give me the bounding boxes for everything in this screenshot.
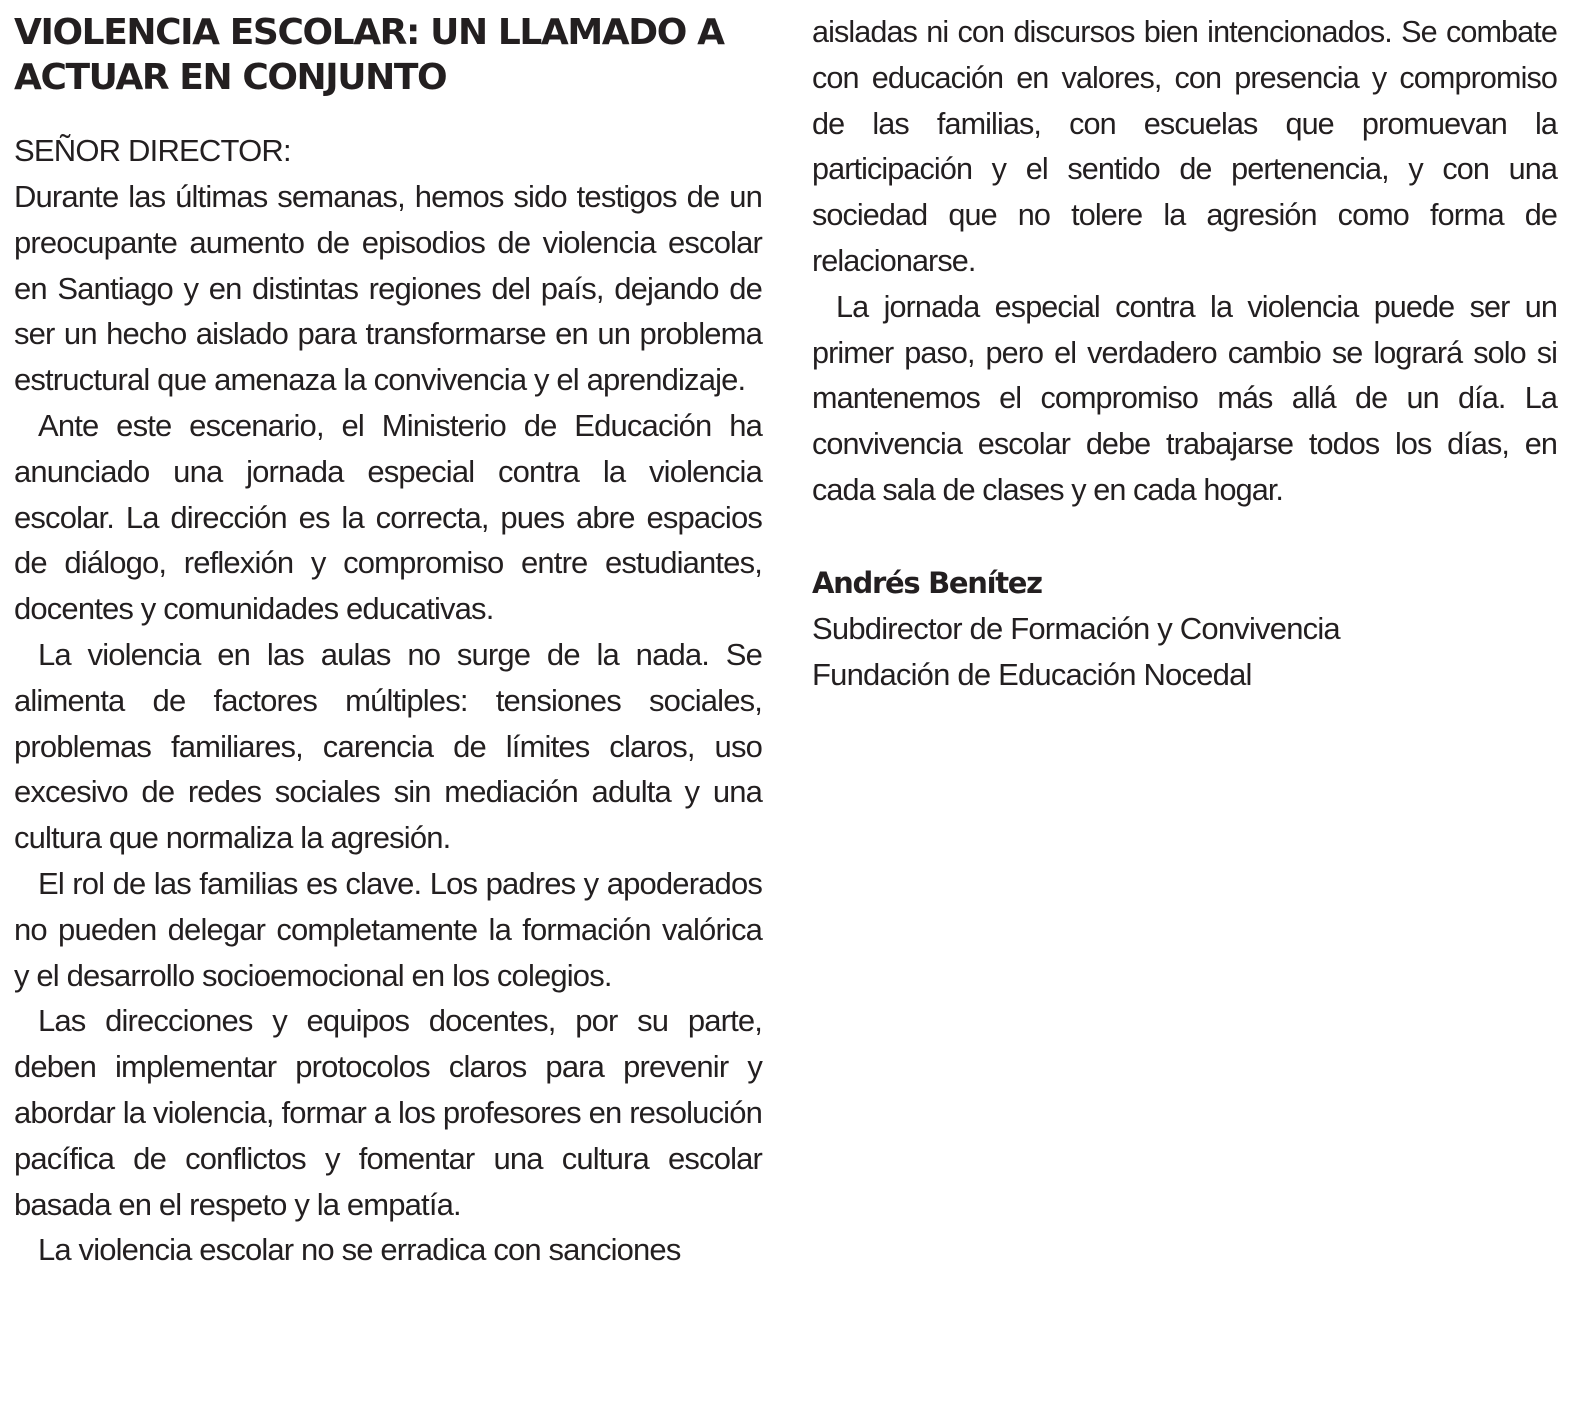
left-column [14, 10, 762, 1273]
letter-body-right [812, 10, 1557, 514]
paragraph-eradication-start: La violencia escolar no se erradica con sanciones [38, 1232, 681, 1268]
paragraph-families: El rol de las familias es clave. Los padres y apoderados no pueden delegar completamente la formación valórica y el desarrollo socioemocional en los colegios. [14, 865, 762, 993]
letter-signature [812, 560, 1557, 698]
paragraph-conclusion: La jornada especial contra la violencia puede ser un primer paso, pero el verdadero cambio se logrará solo si mantenemos el compromiso más allá de un día. La convivencia escolar debe trabajarse todos los días, en cada sala de clases y en cada hogar. [812, 289, 1557, 507]
right-column [812, 10, 1557, 698]
paragraph-schools: Las direcciones y equipos docentes, por su parte, deben implementar protocolos claros para prevenir y abordar la violencia, formar a los profesores en resolución pacífica de conflictos y fomentar una cultura escolar basada en el respeto y la empatía. [14, 1003, 762, 1222]
paragraph-causes: La violencia en las aulas no surge de la nada. Se alimenta de factores múltiples: tensiones sociales, problemas familiares, carencia de límites claros, uso excesivo de redes sociales sin mediación adulta y una cultura que normaliza la agresión. [14, 636, 762, 856]
author-name: Andrés Benítez [812, 565, 1042, 600]
letter-headline: VIOLENCIA ESCOLAR: UN LLAMADO A ACTUAR EN CONJUNTO [14, 12, 724, 98]
paragraph-ministry: Ante este escenario, el Ministerio de Educación ha anunciado una jornada especial contra la violencia escolar. La dirección es la correcta, pues abre espacios de diálogo, reflexión y compromiso entre estudiantes, docentes y comunidades educativas. [14, 407, 762, 627]
author-title: Subdirector de Formación y Convivencia [812, 610, 1340, 646]
letter-body-left [14, 174, 762, 1273]
letter-salutation: SEÑOR DIRECTOR: [14, 133, 291, 168]
paragraph-intro: Durante las últimas semanas, hemos sido testigos de un preocupante aumento de episodios de violencia escolar en Santiago y en distintas regiones del país, dejando de ser un hecho aislado para transformarse en un problema estructural que amenaza la convivencia y el aprendizaje. [14, 179, 762, 398]
author-organization: Fundación de Educación Nocedal [812, 656, 1252, 692]
paragraph-eradication-continued: aisladas ni con discursos bien intencionados. Se combate con educación en valores, con presencia y compromiso de las familias, con escuelas que promuevan la participación y el sentido de pertenencia, y con una sociedad que no tolere la agresión como forma de relacionarse. [812, 15, 1557, 278]
